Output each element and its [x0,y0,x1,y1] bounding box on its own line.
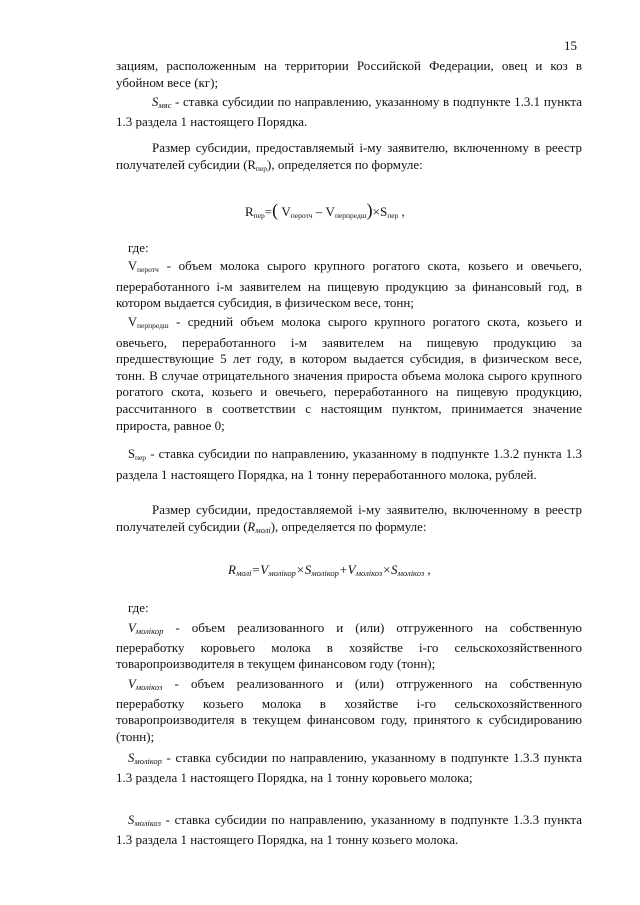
paragraph-intro: зациям, расположенным на территории Российской Федерации, овец и коз в убойном весе (кг); [116,58,582,90]
page-number: 15 [564,38,577,53]
label-where-1: где: [128,240,149,255]
paragraph-vkoz: Vмолікоз - объем реализованного и (или) отгруженного на собственную переработку козьего молока в хозяйстве i-го сельскохозяйственного товаропроизводителя в текущем финансовом году, принятого к субсидированию (тонн); [116,676,582,744]
formula-rper: $R_{пер}=$( $V_{перотч} - V_{перпредш})\times S_{пер}$ , [245,200,405,220]
paragraph-size-rmol: Размер субсидии, предоставляемой i-му заявителю, включенному в реестр получателей субсидии (Rмолі), определяется по формуле: [116,502,582,535]
paragraph-skoz: Sмолікоз - ставка субсидии по направлению, указанному в подпункте 1.3.3 пункта 1.3 раздела 1 настоящего Порядка, на 1 тонну козьего молока. [116,812,582,847]
paragraph-size-rper: Размер субсидии, предоставляемый i-му заявителю, включенному в реестр получателей субсидии $(R_{пер})$, определяется по формуле: [116,140,582,173]
formula-rmol: Rмолі=Vмолікор×Sмолікор+Vмолікоз×Sмолікоз , [228,562,431,578]
paragraph-vkor: Vмолікор - объем реализованного и (или) отгруженного на собственную переработку коровьего молока в хозяйстве i-го сельскохозяйственного товаропроизводителя в текущем финансовом году (тонн); [116,620,582,672]
paragraph-skor: Sмолікор - ставка субсидии по направлению, указанному в подпункте 1.3.3 пункта 1.3 раздела 1 настоящего Порядка, на 1 тонну коровьего молока; [116,750,582,785]
paragraph-sper: $S_{пер}$ - ставка субсидии по направлению, указанному в подпункте 1.3.2 пункта 1.3 раздела 1 настоящего Порядка, на 1 тонну переработанного молока, рублей. [116,446,582,482]
paragraph-smjas: Sмяс - ставка субсидии по направлению, указанному в подпункте 1.3.1 пункта 1.3 раздела 1 настоящего Порядка. [116,94,582,129]
label-where-2: где: [128,600,149,615]
paragraph-vperpredsh: $V_{перпредш}$ - средний объем молока сырого крупного рогатого скота, козьего и овечьего, переработанного i-м заявителем на пищевую продукцию за предшествующие 5 лет году, в котором выдается субсидия, в физическом весе, тонн. В случае отрицательного значения прироста объема молока сырого крупного рогатого скота, козьего и овечьего, переработанного на пищевую продукцию, рассчитанного в соответствии с настоящим пунктом, принимается значение прироста, равное 0; [116,314,582,433]
paragraph-vperotch: $V_{перотч}$ - объем молока сырого крупного рогатого скота, козьего и овечьего, переработанного i-м заявителем на пищевую продукцию за финансовый год, в котором выдается субсидия, в физическом весе, тонн; [116,258,582,311]
